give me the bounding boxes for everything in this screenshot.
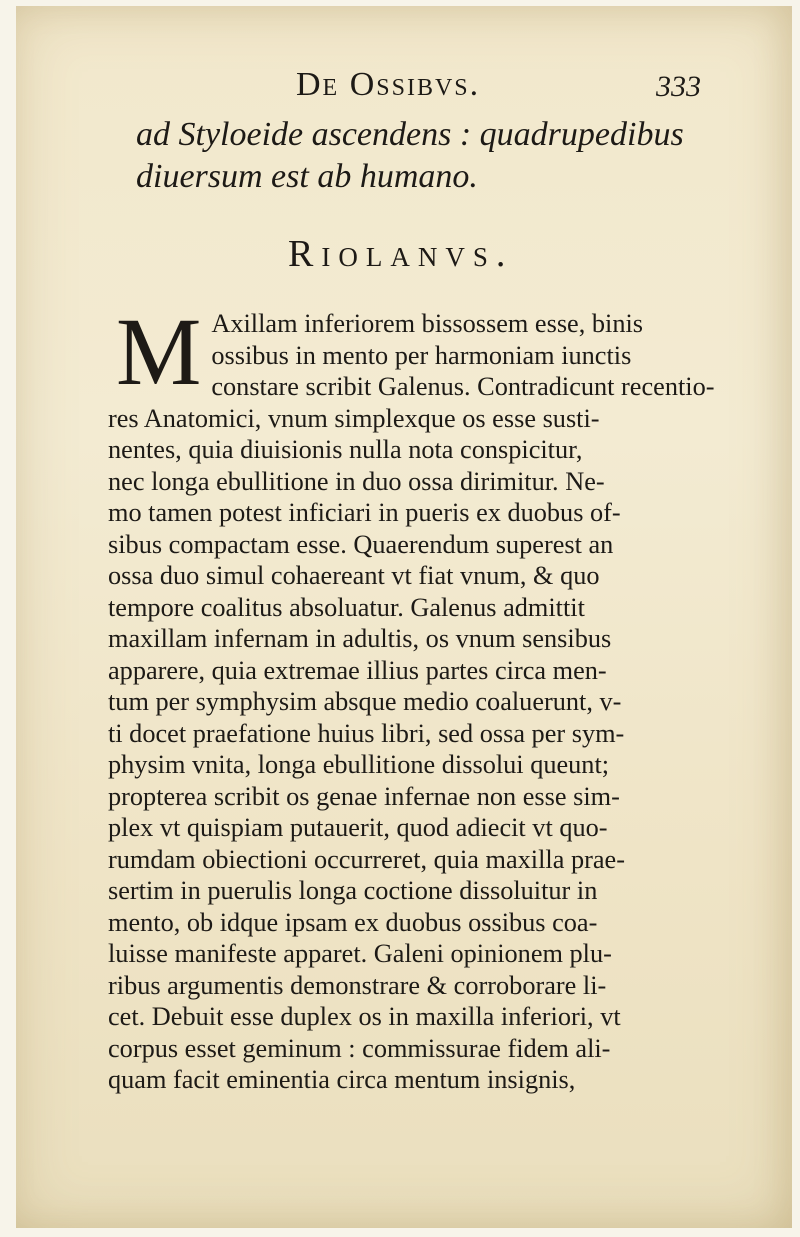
body-line: physim vnita, longa ebullitione dissolui queunt;: [108, 750, 610, 779]
body-line: plex vt quispiam putauerit, quod adiecit vt quo-: [108, 813, 608, 842]
body-line: sibus compactam esse. Quaerendum superest an: [108, 529, 614, 559]
drop-cap: M: [116, 298, 202, 405]
body-line: corpus esset geminum : commissurae fidem ali-: [108, 1033, 611, 1063]
body-line: nentes, quia diuisionis nulla nota conspicitur,: [108, 435, 583, 464]
body-line: ossa duo simul cohaereant vt fiat vnum, & quo: [108, 561, 600, 590]
body-text: [108, 298, 715, 1096]
body-line: nec longa ebullitione in duo ossa dirimitur. Ne-: [108, 466, 605, 496]
body-line: constare scribit Galenus. Contradicunt recentio-: [211, 372, 715, 401]
book-page: [16, 6, 792, 1228]
section-heading: Riolanvs.: [288, 233, 514, 275]
body-line: luisse manifeste apparet. Galeni opinionem plu-: [108, 939, 612, 968]
body-line: Axillam inferiorem bissossem esse, binis: [211, 309, 644, 338]
body-line: res Anatomici, vnum simplexque os esse susti-: [108, 403, 600, 433]
body-line: sertim in puerulis longa coctione dissoluitur in: [108, 876, 598, 905]
body-line: ribus argumentis demonstrare & corroborare li-: [108, 970, 607, 1000]
body-line: maxillam infernam in adultis, os vnum sensibus: [108, 624, 612, 653]
body-line: ti docet praefatione huius libri, sed ossa per sym-: [108, 718, 625, 748]
body-line: rumdam obiectioni occurreret, quia maxilla prae-: [108, 844, 625, 874]
body-line: ossibus in mento per harmoniam iunctis: [211, 340, 632, 370]
italic-line: ad Styloeide ascendens : quadrupedibus: [136, 116, 684, 153]
body-line: tempore coalitus absoluatur. Galenus admittit: [108, 592, 585, 622]
body-line: apparere, quia extremae illius partes circa men-: [108, 655, 607, 685]
body-line: mento, ob idque ipsam ex duobus ossibus coa-: [108, 907, 598, 937]
body-line: tum per symphysim absque medio coaluerunt, v-: [108, 687, 622, 716]
body-line: mo tamen potest inficiari in pueris ex duobus of-: [108, 498, 621, 527]
italic-line: diuersum est ab humano.: [136, 158, 478, 195]
page-number: 333: [656, 70, 701, 103]
running-head: De Ossibvs.: [296, 66, 481, 103]
body-line: propterea scribit os genae infernae non esse sim-: [108, 781, 620, 811]
body-line: cet. Debuit esse duplex os in maxilla inferiori, vt: [108, 1002, 621, 1031]
body-line: quam facit eminentia circa mentum insignis,: [108, 1065, 576, 1094]
